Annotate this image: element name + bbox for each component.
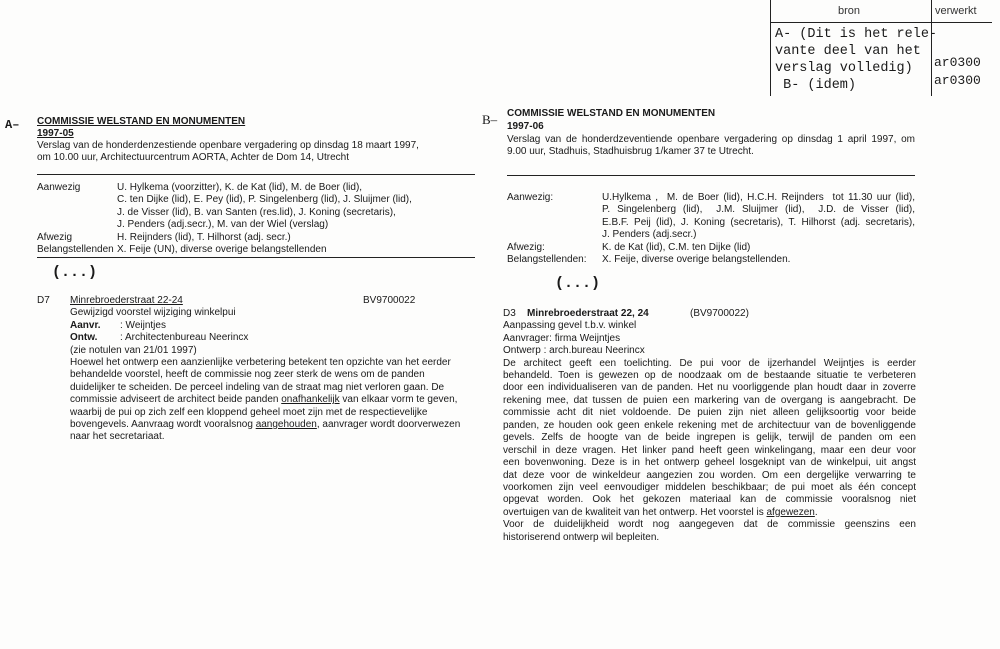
item-note: (zie notulen van 21/01 1997)	[70, 344, 197, 356]
bron-text	[775, 26, 937, 94]
bron-line: vante deel van het	[775, 44, 921, 59]
body-line: door een individualiseren van de panden. Het nu voorliggende plan houdt daar in zoverre	[503, 382, 916, 394]
afwezig-label: Afwezig:	[507, 241, 545, 253]
body-line: verschil in deze vragen. Het linker pand heeft geen winkelingang, maar een deur voor	[503, 444, 916, 456]
underlined-text: onafhankelijk	[281, 394, 340, 406]
intro-line: Verslag van de honderdenzestiende openbare vergadering op dinsdag 18 maart 1997,	[37, 140, 419, 151]
absent-line: K. de Kat (lid), C.M. ten Dijke (lid)	[602, 241, 751, 253]
intro-line: om 10.00 uur, Architectuurcentrum AORTA, Achter de Dom 14, Utrecht	[37, 152, 349, 164]
divider	[37, 174, 475, 175]
divider	[37, 257, 475, 258]
item-code: D7	[37, 295, 50, 306]
body-line: behandeld. Toen is gewezen op de noodzaak om de bestaande situatie te verbeteren	[503, 370, 916, 381]
body-line: panden, ze houden ook geen enkele rekening met de architectuur van de bovenliggende	[503, 419, 916, 431]
text: overtuigen van de kwaliteit van het ontwerp. Het voorstel is	[503, 506, 767, 518]
attendee-line: P. Singelenberg (lid), J.M. Sluijmer (lid), J.D. de Visser (lid),	[602, 204, 915, 216]
interested-line: X. Feije, diverse overige belangstellenden.	[602, 254, 791, 266]
body-line: voorkomen zijn veel eenvoudiger middelen beschikbaar; de pui moet als één concept	[503, 481, 916, 493]
aanwezig-label: Aanwezig:	[507, 192, 554, 203]
body-line: naar het secretariaat.	[70, 431, 165, 443]
ellipsis: (...)	[555, 275, 601, 292]
absent-line: H. Reijnders (lid), T. Hilhorst (adj. secr.)	[117, 231, 291, 243]
body-line: commissie acht dit niet voldoende. De puien zijn niet alleen gelijksoortig voor beide	[503, 407, 916, 419]
verwerkt-value: ar0300	[934, 73, 981, 88]
item-ref: BV9700022	[363, 295, 416, 306]
bron-line: B- (idem)	[775, 78, 857, 93]
bron-header: bron	[838, 5, 861, 17]
text: van elkaar vorm te geven,	[339, 394, 458, 406]
attendee-line: C. ten Dijke (lid), E. Pey (lid), P. Singelenberg (lid), J. Sluijmer (lid),	[117, 194, 412, 206]
text: commissie adviseert de architect beide panden	[70, 394, 282, 406]
bron-line: A- (Dit is het rele-	[775, 27, 938, 42]
section-b-marker: B–	[482, 112, 498, 127]
aanvr-value: : Weijntjes	[120, 319, 166, 331]
verwerkt-value: ar0300	[934, 55, 981, 70]
body-line: waarbij de pui op zich zelf een kloppend geheel moet zijn met de respectievelijke	[70, 406, 428, 418]
aanvr-label: Aanvr.	[70, 319, 101, 331]
bron-line: verslag volledig)	[775, 61, 913, 76]
section-a-title: COMMISSIE WELSTAND EN MONUMENTEN	[37, 116, 246, 127]
body-line: behandelde voorstel, heeft de commissie nog zeer sterk de wens om de panden	[70, 369, 425, 381]
aanwezig-label: Aanwezig	[37, 182, 81, 193]
body-line: gevels. Zelfs de hoogte van de beide ingrepen is gelijk, terwijl de panden om een	[503, 432, 916, 444]
body-line: een bovenwoning. Deze is in het ontwerp geheel losgeknipt van de winkelpui, uit angst	[503, 457, 916, 469]
belang-label: Belangstellenden:	[507, 254, 587, 266]
text: bovengevels. Aanvraag wordt vooralsnog	[70, 418, 256, 430]
body-line	[70, 419, 460, 431]
ontw-label: Ontw.	[70, 332, 98, 344]
aanvrager-line: Aanvrager: firma Weijntjes	[503, 332, 621, 344]
section-b-intro	[507, 134, 915, 159]
section-b-number: 1997-06	[507, 121, 544, 132]
body-line: dat deze voor de winkeldeur aangezien zou worden. Om een dergelijke verwarring te	[503, 469, 916, 481]
attendee-line: E.B.F. Peij (lid), J. Koning (secretaris), T. Hilhorst (adj. secretaris),	[602, 216, 915, 228]
body-line: Voor de duidelijkheid wordt nog aangegeven dat de commissie geenszins een	[503, 519, 916, 531]
item-a-body	[70, 307, 460, 443]
underlined-text: aangehouden	[255, 418, 317, 430]
aanwezig-list	[117, 182, 412, 256]
item-address: Minrebroederstraat 22, 24	[527, 308, 649, 319]
ontw-value: : Architectenbureau Neerincx	[120, 332, 249, 344]
body-line: rekening mee, dat tussen de puien een markering van de overgang is aangebracht. De	[503, 394, 916, 406]
verwerkt-values	[934, 54, 981, 90]
intro-line: Verslag van de honderdzeventiende openbare vergadering op dinsdag 1 april 1997, om	[507, 134, 915, 145]
ellipsis: (...)	[52, 264, 98, 281]
body-line: historiserend ontwerp wil bepleiten.	[503, 531, 660, 543]
section-a-intro	[37, 140, 419, 165]
intro-line: 9.00 uur, Stadhuis, Stadhuisbrug 1/kamer 37 te Utrecht.	[507, 146, 754, 158]
body-line: De architect geeft een toelichting. De pui voor de ijzerhandel Weijntjes is eerder	[503, 357, 916, 369]
body-line	[70, 394, 460, 406]
body-line	[503, 507, 916, 519]
interested-line: X. Feije (UN), diverse overige belangstellenden	[117, 243, 327, 255]
underlined-text: afgewezen	[766, 506, 815, 518]
section-a-number: 1997-05	[37, 128, 74, 139]
attendee-line: J. Penders (adj.secr.)	[602, 229, 697, 241]
text: , aanvrager wordt doorverwezen	[316, 418, 461, 430]
attendee-line: J. Penders (adj.secr.), M. van der Wiel (verslag)	[117, 219, 329, 231]
body-line: opgevat worden. Ook het gekozen materiaal kan de commissie vooralsnog niet	[503, 494, 916, 506]
ontwerp-line: Ontwerp : arch.bureau Neerincx	[503, 345, 645, 357]
afwezig-label: Afwezig	[37, 231, 73, 243]
body-line: Hoewel het ontwerp een aanzienlijke verbetering betekent ten opzichte van het eerder	[70, 356, 451, 368]
box-divider-left	[770, 0, 771, 96]
item-code: D3	[503, 308, 516, 319]
divider	[507, 175, 915, 176]
belang-label: Belangstellenden	[37, 244, 114, 255]
body-line: duidelijker te scheiden. De perceel indeling van de straat mag niet verloren gaan. De	[70, 381, 445, 393]
section-b-title: COMMISSIE WELSTAND EN MONUMENTEN	[507, 108, 716, 119]
attendee-line: U. Hylkema (voorzitter), K. de Kat (lid), M. de Boer (lid),	[117, 182, 363, 193]
verwerkt-header: verwerkt	[935, 5, 977, 17]
item-b-body	[503, 320, 916, 544]
section-a-marker: A–	[5, 118, 20, 132]
item-address: Minrebroederstraat 22-24	[70, 295, 183, 306]
box-header-rule	[770, 22, 992, 23]
attendee-line: J. de Visser (lid), B. van Santen (res.lid), J. Koning (secretaris),	[117, 206, 396, 218]
item-subject: Gewijzigd voorstel wijziging winkelpui	[70, 307, 236, 319]
item-subject: Aanpassing gevel t.b.v. winkel	[503, 320, 637, 332]
attendee-line: U.Hylkema , M. de Boer (lid), H.C.H. Reijnders tot 11.30 uur (lid),	[602, 192, 915, 203]
aanwezig-list	[602, 192, 915, 267]
text: .	[814, 506, 818, 518]
item-ref: (BV9700022)	[690, 308, 749, 319]
